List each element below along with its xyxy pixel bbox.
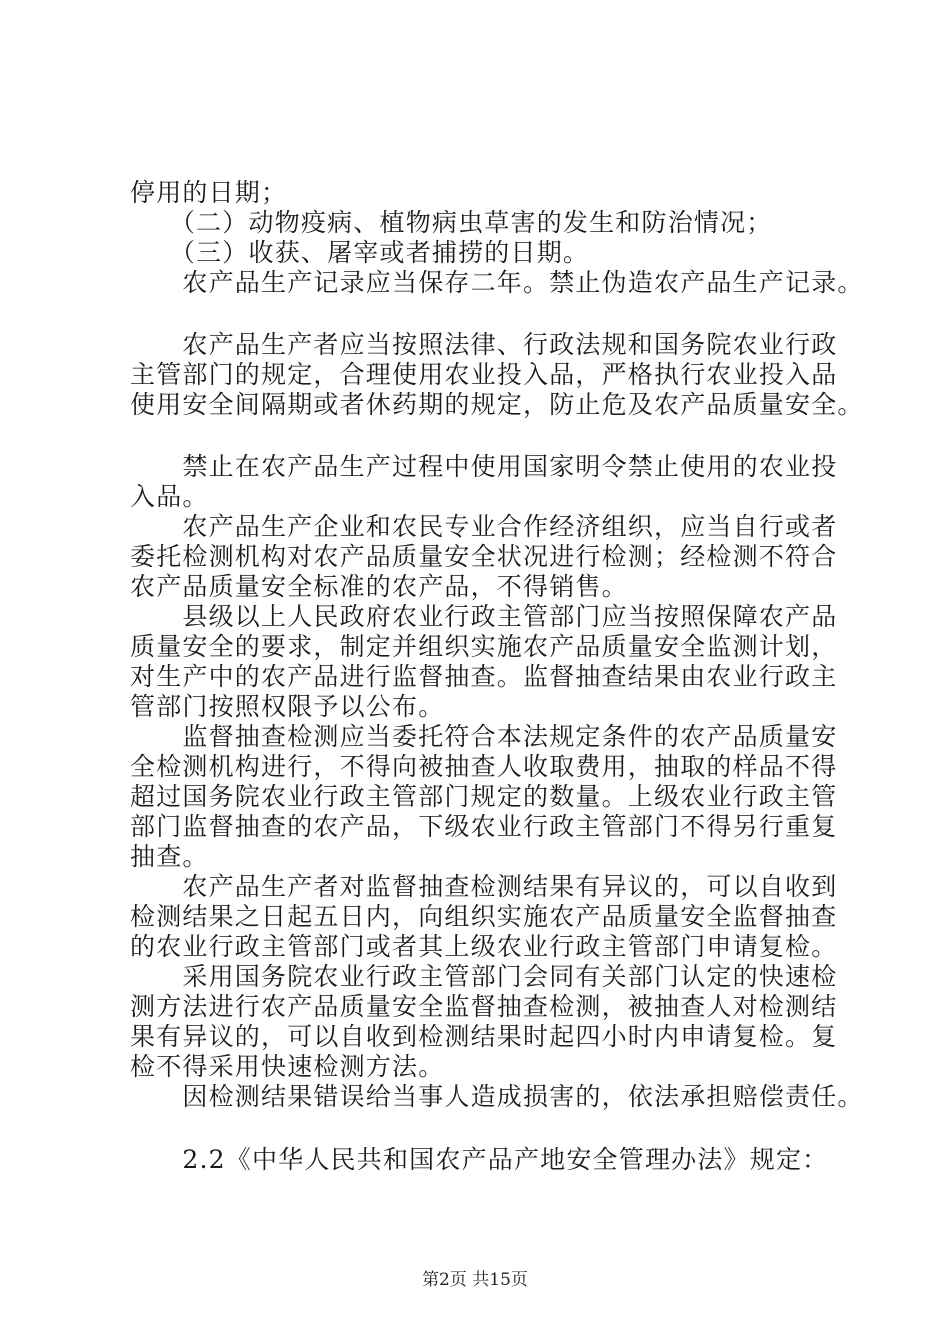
text-line: 农产品生产者应当按照法律、行政法规和国务院农业行政: [130, 330, 838, 359]
text-line: 检不得采用快速检测方法。: [130, 1052, 445, 1081]
text-line: 农产品生产者对监督抽查检测结果有异议的，可以自收到: [130, 872, 838, 901]
text-line: 测方法进行农产品质量安全监督抽查检测，被抽查人对检测结: [130, 992, 838, 1021]
text-line: 对生产中的农产品进行监督抽查。监督抽查结果由农业行政主: [130, 662, 838, 691]
text-line: 抽查。: [130, 842, 209, 871]
text-line: 农产品生产企业和农民专业合作经济组织，应当自行或者: [130, 512, 838, 541]
text-line: 使用安全间隔期或者休药期的规定，防止危及农产品质量安全。: [130, 390, 864, 419]
text-line: 检测结果之日起五日内，向组织实施农产品质量安全监督抽查: [130, 902, 838, 931]
text-line: 全检测机构进行，不得向被抽查人收取费用，抽取的样品不得: [130, 752, 838, 781]
text-line: 农产品生产记录应当保存二年。禁止伪造农产品生产记录。: [130, 268, 864, 297]
text-line: （二）动物疫病、植物病虫草害的发生和防治情况；: [130, 208, 773, 237]
text-line: 采用国务院农业行政主管部门会同有关部门认定的快速检: [130, 962, 838, 991]
text-line: 监督抽查检测应当委托符合本法规定条件的农产品质量安: [130, 722, 838, 751]
text-line: 委托检测机构对农产品质量安全状况进行检测；经检测不符合: [130, 542, 838, 571]
text-line: 停用的日期；: [130, 178, 288, 207]
text-line: 质量安全的要求，制定并组织实施农产品质量安全监测计划，: [130, 632, 838, 661]
text-line: 入品。: [130, 482, 209, 511]
text-line: 管部门按照权限予以公布。: [130, 692, 445, 721]
text-line: 禁止在农产品生产过程中使用国家明令禁止使用的农业投: [130, 452, 838, 481]
text-line: 果有异议的，可以自收到检测结果时起四小时内申请复检。复: [130, 1022, 838, 1051]
text-line: 部门监督抽查的农产品，下级农业行政主管部门不得另行重复: [130, 812, 838, 841]
section-heading: 2.2《中华人民共和国农产品产地安全管理办法》规定：: [130, 1145, 829, 1174]
text-line: 因检测结果错误给当事人造成损害的，依法承担赔偿责任。: [130, 1082, 864, 1111]
text-line: 超过国务院农业行政主管部门规定的数量。上级农业行政主管: [130, 782, 838, 811]
text-line: 主管部门的规定，合理使用农业投入品，严格执行农业投入品: [130, 360, 838, 389]
text-line: （三）收获、屠宰或者捕捞的日期。: [130, 238, 590, 267]
text-line: 的农业行政主管部门或者其上级农业行政主管部门申请复检。: [130, 932, 838, 961]
text-line: 农产品质量安全标准的农产品，不得销售。: [130, 572, 628, 601]
text-line: 县级以上人民政府农业行政主管部门应当按照保障农产品: [130, 602, 838, 631]
page-number: 第2页 共15页: [422, 1270, 528, 1290]
